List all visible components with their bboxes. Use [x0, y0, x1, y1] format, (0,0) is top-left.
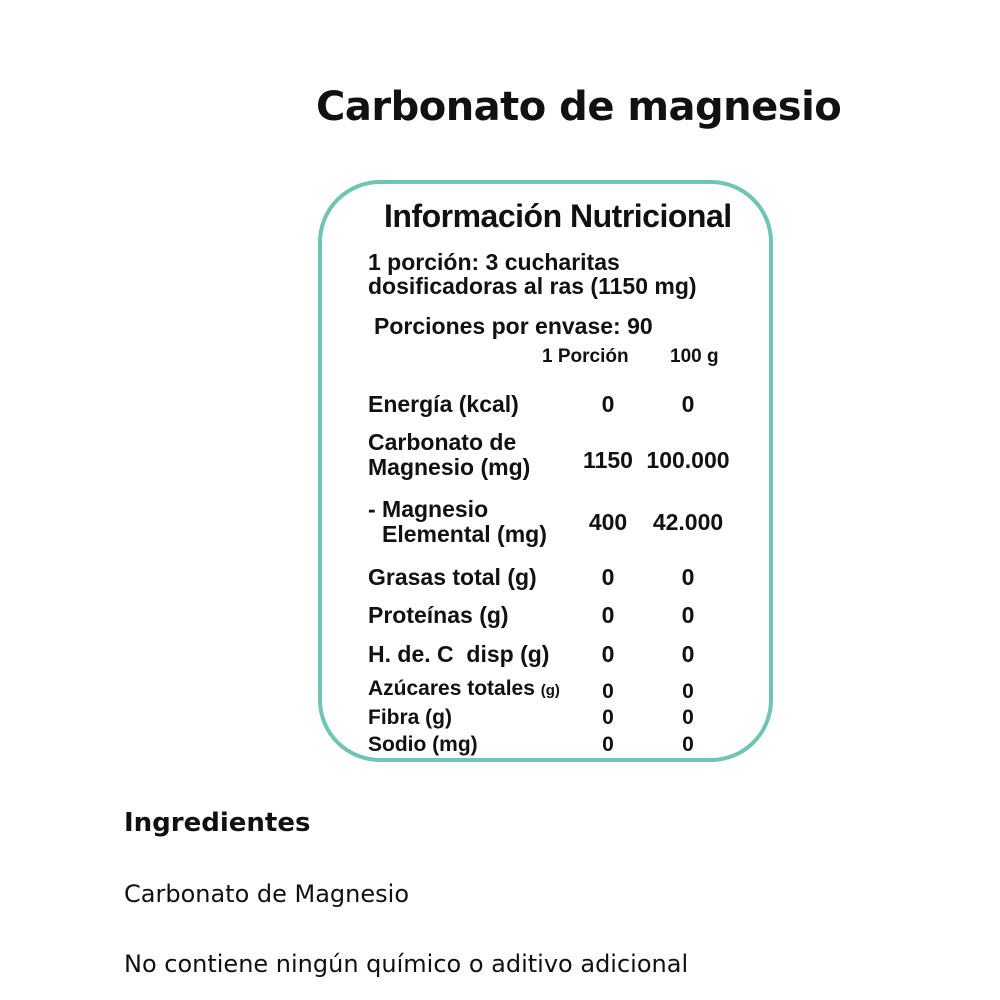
value-per-100g: 0: [681, 641, 695, 667]
column-header-per-serving: 1 Porción: [542, 346, 629, 367]
value-per-100g: 0: [682, 706, 694, 729]
nutrient-name: H. de. C disp (g): [368, 641, 550, 667]
value-per-100g: 0: [682, 733, 694, 756]
value-per-serving: 0: [602, 680, 614, 703]
column-header-per-100g: 100 g: [670, 346, 719, 367]
nutrient-name-line1: - Magnesio: [368, 496, 489, 522]
ingredient-item: Carbonato de Magnesio: [124, 880, 409, 908]
nutrient-name-line2: Magnesio (mg): [368, 454, 531, 480]
value-per-serving: 0: [601, 602, 615, 628]
serving-size-line2: dosificadoras al ras (1150 mg): [368, 273, 697, 299]
nutrient-name: [368, 497, 547, 547]
value-per-100g: 0: [681, 564, 695, 590]
nutrient-name-text: Azúcares totales: [368, 677, 535, 700]
nutrient-name: Sodio (mg): [368, 733, 478, 756]
value-per-100g: 42.000: [652, 509, 724, 535]
serving-size: [368, 250, 697, 298]
nutrient-name: Grasas total (g): [368, 564, 537, 590]
servings-per-package: Porciones por envase: 90: [374, 313, 653, 339]
nutrition-heading: Información Nutricional: [384, 198, 732, 234]
product-title: Carbonato de magnesio: [316, 84, 842, 130]
serving-size-line1: 1 porción: 3 cucharitas: [368, 249, 620, 275]
value-per-100g: 0: [682, 680, 694, 703]
value-per-serving: 0: [601, 641, 615, 667]
value-per-serving: 0: [601, 564, 615, 590]
value-per-100g: 0: [681, 602, 695, 628]
value-per-100g: 100.000: [646, 447, 730, 473]
nutrient-name: [368, 430, 530, 480]
value-per-serving: 0: [602, 706, 614, 729]
additives-statement: No contiene ningún químico o aditivo adicional: [124, 950, 689, 978]
ingredients-heading: Ingredientes: [124, 808, 311, 838]
nutrient-name: Fibra (g): [368, 706, 452, 729]
nutrient-name: Proteínas (g): [368, 602, 509, 628]
value-per-serving: 0: [602, 733, 614, 756]
nutrient-unit: (g): [540, 682, 560, 699]
nutrient-name-line1: Carbonato de: [368, 429, 517, 455]
value-per-100g: 0: [681, 391, 695, 417]
value-per-serving: 1150: [583, 447, 633, 473]
nutrient-name: Energía (kcal): [368, 391, 519, 417]
nutrient-name: [368, 678, 560, 702]
nutrient-name-line2: Elemental (mg): [382, 521, 547, 547]
value-per-serving: 400: [588, 509, 628, 535]
value-per-serving: 0: [601, 391, 615, 417]
